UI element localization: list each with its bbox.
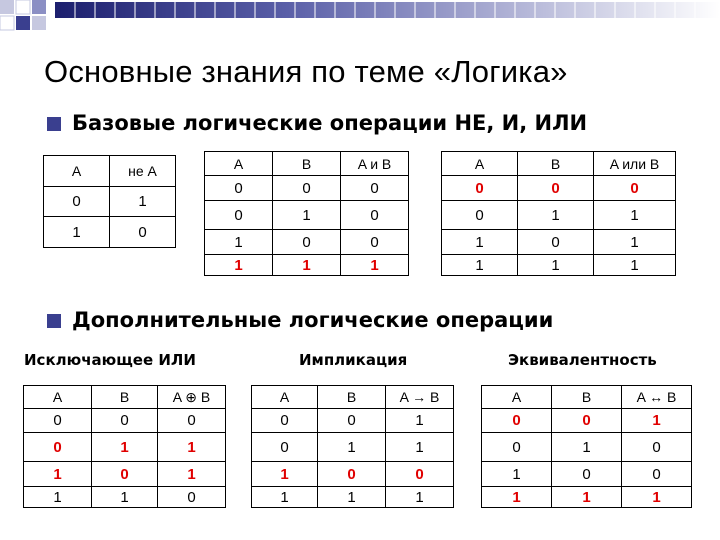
table-cell: 0 xyxy=(252,433,318,462)
table-cell: 0 xyxy=(482,409,552,433)
table-cell: 0 xyxy=(341,176,409,201)
table-cell: 1 xyxy=(158,433,226,462)
table-header: не А xyxy=(110,156,176,187)
truth-table-xor xyxy=(23,385,226,508)
table-cell: 1 xyxy=(594,230,676,255)
table-cell: 0 xyxy=(552,409,622,433)
table-cell: 0 xyxy=(158,409,226,433)
table-cell: 1 xyxy=(594,201,676,230)
truth-table-or xyxy=(441,151,676,276)
table-cell: 0 xyxy=(273,176,341,201)
table-header: A xyxy=(482,386,552,409)
table-cell: 1 xyxy=(482,487,552,508)
truth-table-equivalence xyxy=(481,385,692,508)
table-cell: 0 xyxy=(552,462,622,487)
table-header: B xyxy=(552,386,622,409)
bullet-icon xyxy=(47,117,61,131)
table-cell: 1 xyxy=(318,487,386,508)
table-header: A xyxy=(205,152,273,176)
caption-xor: Исключающее ИЛИ xyxy=(24,351,196,369)
table-cell: 1 xyxy=(205,255,273,276)
table-cell: 1 xyxy=(158,462,226,487)
table-cell: 1 xyxy=(273,255,341,276)
table-cell: 1 xyxy=(552,433,622,462)
table-cell: 1 xyxy=(110,187,176,217)
page-title: Основные знания по теме «Логика» xyxy=(44,54,568,89)
table-cell: 1 xyxy=(341,255,409,276)
table-cell: 1 xyxy=(44,217,110,248)
table-cell: 1 xyxy=(386,433,454,462)
table-cell: 0 xyxy=(44,187,110,217)
caption-implication: Импликация xyxy=(299,351,408,369)
table-cell: 1 xyxy=(622,409,692,433)
table-header: A и B xyxy=(341,152,409,176)
table-cell: 0 xyxy=(252,409,318,433)
table-header: A xyxy=(442,152,518,176)
caption-equivalence: Эквивалентность xyxy=(508,351,657,369)
table-cell: 1 xyxy=(205,230,273,255)
table-header: A или B xyxy=(594,152,676,176)
table-cell: 1 xyxy=(252,487,318,508)
table-header: A xyxy=(252,386,318,409)
table-cell: 0 xyxy=(205,176,273,201)
table-cell: 1 xyxy=(442,230,518,255)
table-cell: 0 xyxy=(110,217,176,248)
table-cell: 0 xyxy=(622,462,692,487)
table-cell: 0 xyxy=(24,433,92,462)
table-cell: 1 xyxy=(92,487,158,508)
table-header: B xyxy=(273,152,341,176)
table-header: B xyxy=(92,386,158,409)
table-cell: 1 xyxy=(552,487,622,508)
table-cell: 0 xyxy=(158,487,226,508)
table-cell: 0 xyxy=(622,433,692,462)
table-header: B xyxy=(518,152,594,176)
table-header: A xyxy=(44,156,110,187)
table-cell: 0 xyxy=(92,462,158,487)
table-cell: 0 xyxy=(442,201,518,230)
table-cell: 0 xyxy=(482,433,552,462)
table-cell: 1 xyxy=(24,487,92,508)
table-cell: 1 xyxy=(594,255,676,276)
table-cell: 0 xyxy=(594,176,676,201)
table-header: A xyxy=(24,386,92,409)
table-header: A → B xyxy=(386,386,454,409)
table-header: A ↔ B xyxy=(622,386,692,409)
table-cell: 1 xyxy=(318,433,386,462)
table-cell: 0 xyxy=(518,230,594,255)
table-cell: 1 xyxy=(386,409,454,433)
table-cell: 1 xyxy=(622,487,692,508)
table-cell: 1 xyxy=(92,433,158,462)
bullet-icon xyxy=(47,314,61,328)
table-cell: 1 xyxy=(24,462,92,487)
table-cell: 0 xyxy=(318,462,386,487)
truth-table-implication xyxy=(251,385,454,508)
header-decoration xyxy=(0,0,720,34)
table-cell: 1 xyxy=(273,201,341,230)
table-cell: 0 xyxy=(318,409,386,433)
table-cell: 1 xyxy=(518,255,594,276)
table-cell: 1 xyxy=(252,462,318,487)
table-cell: 0 xyxy=(518,176,594,201)
table-cell: 1 xyxy=(442,255,518,276)
table-cell: 0 xyxy=(92,409,158,433)
table-header: A ⊕ B xyxy=(158,386,226,409)
table-cell: 0 xyxy=(442,176,518,201)
section-heading-basic: Базовые логические операции НЕ, И, ИЛИ xyxy=(72,111,588,135)
table-cell: 0 xyxy=(341,201,409,230)
table-cell: 1 xyxy=(482,462,552,487)
table-cell: 1 xyxy=(518,201,594,230)
truth-table-and xyxy=(204,151,409,276)
table-cell: 0 xyxy=(205,201,273,230)
section-heading-additional: Дополнительные логические операции xyxy=(72,308,554,332)
table-cell: 1 xyxy=(386,487,454,508)
table-header: B xyxy=(318,386,386,409)
truth-table-not xyxy=(43,155,176,248)
table-cell: 0 xyxy=(341,230,409,255)
table-cell: 0 xyxy=(273,230,341,255)
table-cell: 0 xyxy=(24,409,92,433)
table-cell: 0 xyxy=(386,462,454,487)
